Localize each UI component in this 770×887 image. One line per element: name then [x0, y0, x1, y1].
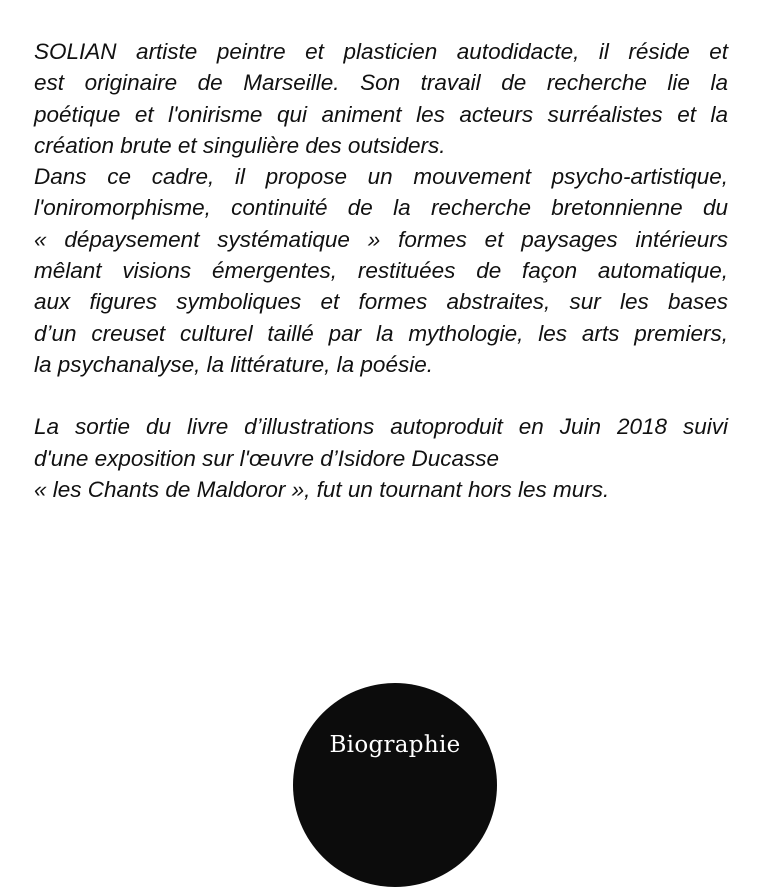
biography-paragraph-1	[34, 36, 728, 380]
text-line: poétique et l'onirisme qui animent les acteurs surréalistes et la	[34, 101, 728, 127]
text-line: est originaire de Marseille. Son travail de recherche lie la	[34, 70, 728, 96]
text-line: La sortie du livre d’illustrations autoproduit en Juin 2018 suivi	[34, 414, 728, 440]
text-line: « les Chants de Maldoror », fut un tournant hors les murs.	[34, 476, 610, 502]
biography-badge	[293, 683, 497, 887]
biography-text	[34, 36, 728, 505]
biography-badge-label: Biographie	[329, 732, 461, 758]
text-line: mêlant visions émergentes, restituées de façon automatique,	[34, 258, 728, 284]
text-line: SOLIAN artiste peintre et plasticien autodidacte, il réside et	[34, 39, 728, 64]
text-line: l'oniromorphisme, continuité de la recherche bretonnienne du	[34, 195, 728, 221]
biography-paragraph-2	[34, 411, 728, 505]
text-line: Dans ce cadre, il propose un mouvement psycho-artistique,	[34, 164, 728, 190]
text-line: « dépaysement systématique » formes et paysages intérieurs	[34, 226, 728, 252]
text-line: d'une exposition sur l'œuvre d’Isidore Ducasse	[34, 445, 500, 471]
text-line: aux figures symboliques et formes abstraites, sur les bases	[34, 289, 728, 315]
text-line: d’un creuset culturel taillé par la mythologie, les arts premiers,	[34, 320, 728, 346]
text-line: création brute et singulière des outsiders.	[34, 132, 446, 158]
paragraph-spacer	[34, 380, 728, 411]
text-line: la psychanalyse, la littérature, la poésie.	[34, 351, 433, 377]
